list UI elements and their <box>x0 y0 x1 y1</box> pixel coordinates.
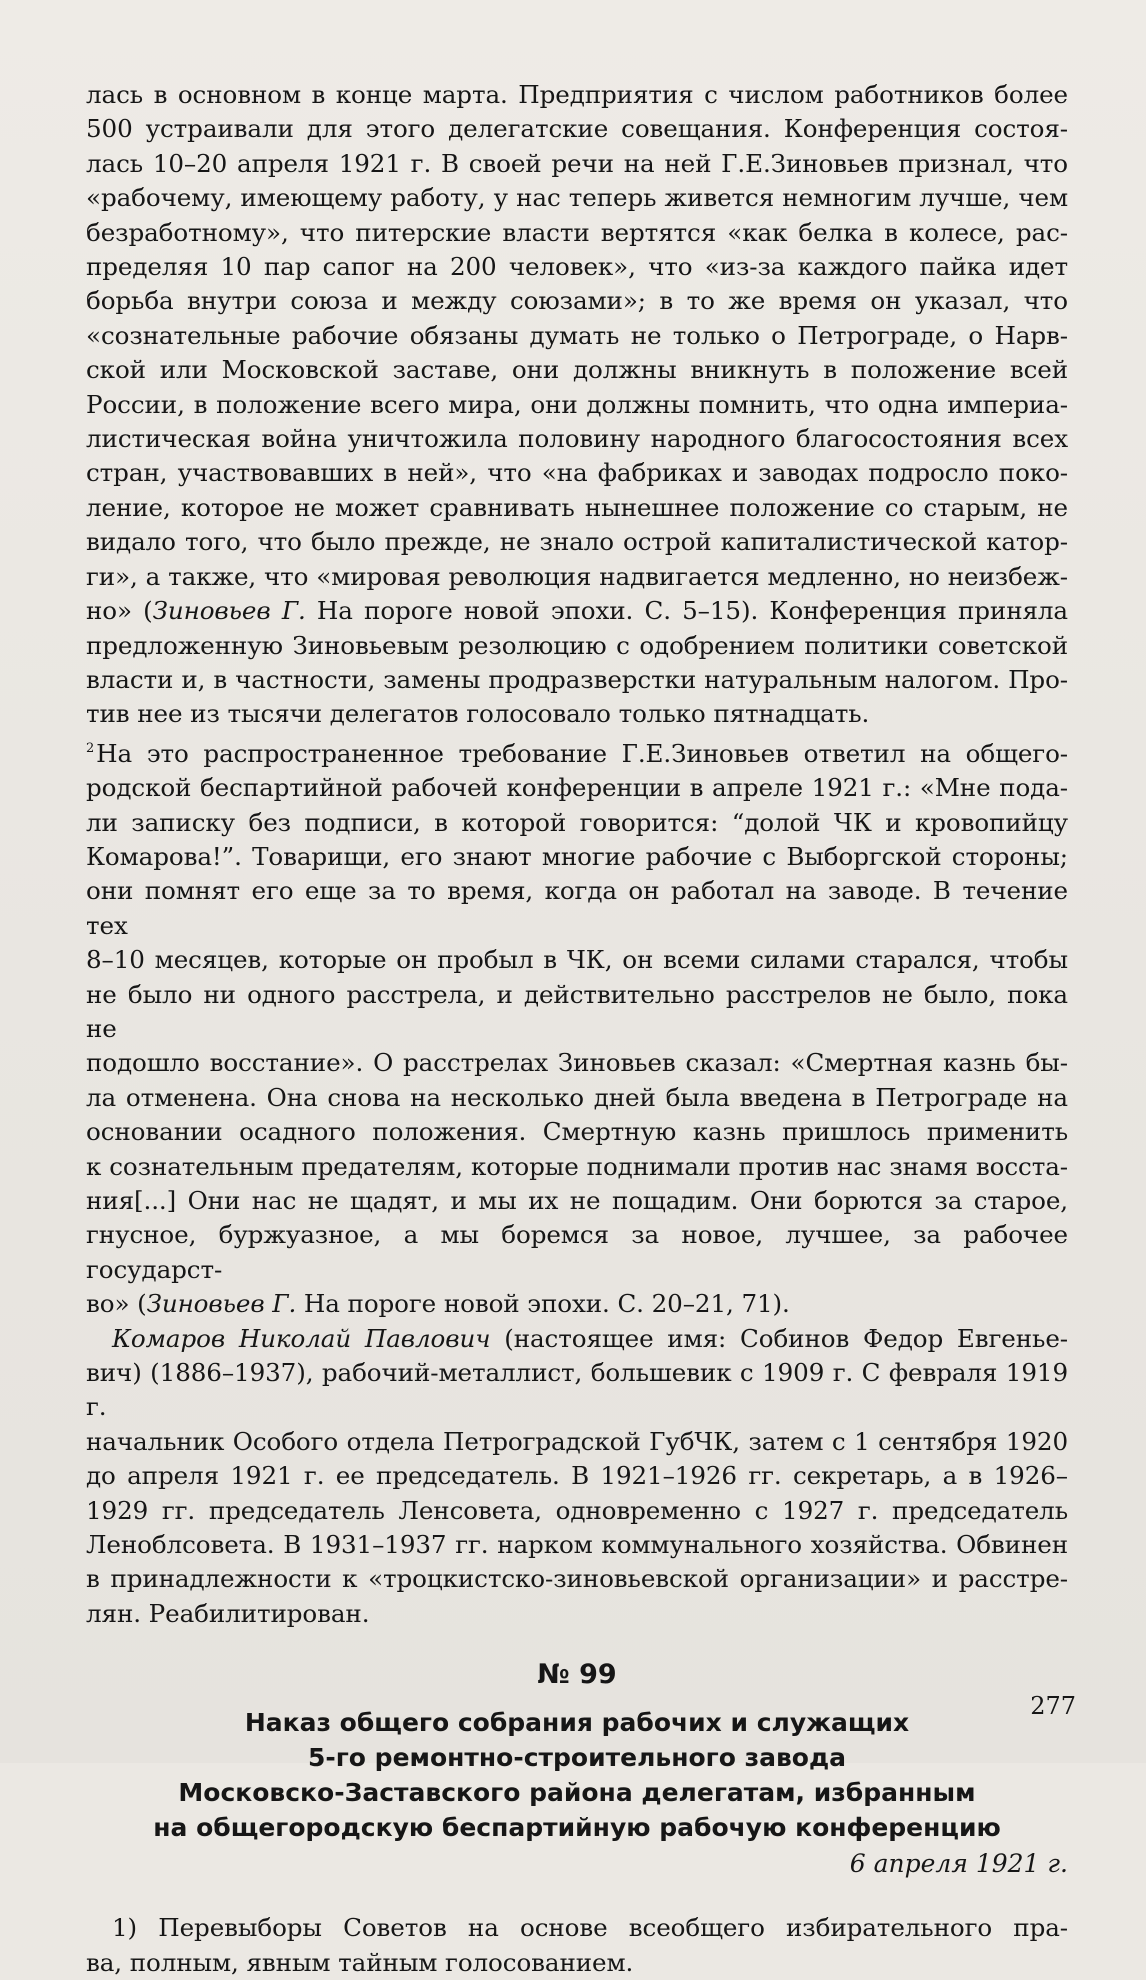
text-line: тив нее из тысячи делегатов голосовало только пятнадцать. <box>86 699 870 729</box>
biography-note <box>86 1322 1068 1632</box>
text-line <box>86 732 1068 771</box>
text-line: они помнят его еще за то время, когда он работал на заводе. В течение тех <box>86 876 1068 940</box>
title-line: на общегородскую беспартийную рабочую конференцию <box>153 1813 1001 1843</box>
text-line: предложенную Зиновьевым резолюцию с одобрением политики советской <box>86 630 1068 660</box>
text-line: листическая война уничтожила половину народного благосостояния всех <box>86 424 1068 454</box>
person-name: Комаров Николай Павлович <box>112 1323 491 1353</box>
title-line: Наказ общего собрания рабочих и служащих <box>244 1708 910 1738</box>
text-line: пределяя 10 пар сапог на 200 человек», что «из-за каждого пайка идет <box>86 252 1068 282</box>
text-line <box>86 1322 1068 1356</box>
text-line-with-reference <box>86 1287 1068 1321</box>
text-line: начальник Особого отдела Петроградской ГубЧК, затем с 1 сентября 1920 <box>86 1426 1068 1456</box>
text-line-with-reference <box>86 594 1068 628</box>
text-fragment: (настоящее имя: Собинов Федор Евгенье- <box>490 1323 1068 1353</box>
text-line: 1) Перевыборы Советов на основе всеобщего избирательного пра- <box>112 1913 1068 1943</box>
text-line: видало того, что было прежде, не знало острой капиталистической катор- <box>86 527 1068 557</box>
text-line: ги», а также, что «мировая революция надвигается медленно, но неизбеж- <box>86 561 1068 591</box>
text-line: России, в положение всего мира, они должны помнить, что одна империа- <box>86 389 1068 419</box>
footnote-1 <box>86 78 1068 732</box>
text-fragment: На пороге новой эпохи. С. 5–15). Конференция приняла <box>305 596 1068 626</box>
text-line: в принадлежности к «троцкистско-зиновьевской организации» и расстре- <box>86 1564 1068 1594</box>
text-line: основании осадного положения. Смертную казнь пришлось применить <box>86 1117 1068 1147</box>
text-line: власти и, в частности, замены продразверстки натуральным налогом. Про- <box>86 664 1068 694</box>
reference-author: Зиновьев Г. <box>152 596 306 626</box>
text-line: борьба внутри союза и между союзами»; в то же время он указал, что <box>86 286 1068 316</box>
document-date: 6 апреля 1921 г. <box>849 1849 1068 1879</box>
text-line: лась 10–20 апреля 1921 г. В своей речи на ней Г.Е.Зиновьев признал, что <box>86 148 1068 178</box>
text-line: 500 устраивали для этого делегатские совещания. Конференция состоя- <box>86 114 1068 144</box>
text-line: вич) (1886–1937), рабочий-металлист, большевик с 1909 г. С февраля 1919 г. <box>86 1358 1068 1422</box>
text-line: ской или Московской заставе, они должны вникнуть в положение всей <box>86 355 1068 385</box>
text-line: ли записку без подписи, в которой говорится: “долой ЧК и кровопийцу <box>86 807 1068 837</box>
text-line: лась в основном в конце марта. Предприятия с числом работников более <box>86 80 1068 109</box>
title-line: Московско-Заставского района делегатам, избранным <box>178 1778 976 1808</box>
title-line: 5-го ремонтно-строительного завода <box>307 1743 847 1773</box>
text-line: «рабочему, имеющему работу, у нас теперь живется немногим лучше, чем <box>86 183 1068 213</box>
text-line: ва, полным, явным тайным голосованием. <box>86 1947 634 1977</box>
document-item-1 <box>86 1911 1068 1980</box>
text-line: стран, участвовавших в ней», что «на фабриках и заводах подросло поко- <box>86 458 1068 488</box>
text-fragment: во» ( <box>86 1289 147 1319</box>
text-line: «сознательные рабочие обязаны думать не только о Петрограде, о Нарв- <box>86 320 1068 350</box>
text-line: безработному», что питерские власти вертятся «как белка в колесе, рас- <box>86 217 1068 247</box>
page-number: 277 <box>1030 1692 1076 1720</box>
text-line: родской беспартийной рабочей конференции в апреле 1921 г.: «Мне пода- <box>86 773 1068 803</box>
text-line: ла отменена. Она снова на несколько дней была введена в Петрограде на <box>86 1082 1068 1112</box>
text-fragment: На пороге новой эпохи. С. 20–21, 71). <box>296 1289 790 1319</box>
text-line: ния[...] Они нас не щадят, и мы их не пощадим. Они борются за старое, <box>86 1186 1068 1215</box>
text-line: к сознательным предателям, которые поднимали против нас знамя восста- <box>86 1151 1068 1181</box>
text-line: гнусное, буржуазное, а мы боремся за новое, лучшее, за рабочее государст- <box>86 1220 1068 1284</box>
text-fragment: но» ( <box>86 596 153 626</box>
text-line: ление, которое не может сравнивать нынешнее положение со старым, не <box>86 492 1068 522</box>
text-fragment: На это распространенное требование Г.Е.Зиновьев ответил на общего- <box>96 738 1068 768</box>
document-title <box>86 1705 1068 1845</box>
text-line: до апреля 1921 г. ее председатель. В 1921–1926 гг. секретарь, а в 1926– <box>86 1461 1068 1491</box>
text-line: 1929 гг. председатель Ленсовета, одновременно с 1927 г. председатель <box>86 1495 1068 1525</box>
text-line: Комарова!”. Товарищи, его знают многие рабочие с Выборгской стороны; <box>86 841 1068 871</box>
text-line: лян. Реабилитирован. <box>86 1598 370 1628</box>
text-line: 8–10 месяцев, которые он пробыл в ЧК, он всеми силами старался, чтобы <box>86 945 1068 975</box>
footnote-2 <box>86 732 1068 1322</box>
text-line: подошло восстание». О расстрелах Зиновьев сказал: «Смертная казнь бы- <box>86 1048 1068 1078</box>
text-line: Ленoблсовета. В 1931–1937 гг. нарком коммунального хозяйства. Обвинен <box>86 1530 1068 1560</box>
text-column <box>86 78 1068 1980</box>
text-line: не было ни одного расстрела, и действительно расстрелов не было, пока не <box>86 979 1068 1043</box>
document-number: № 99 <box>537 1659 617 1691</box>
reference-author: Зиновьев Г. <box>146 1289 297 1319</box>
footnote-marker: 2 <box>86 740 95 756</box>
